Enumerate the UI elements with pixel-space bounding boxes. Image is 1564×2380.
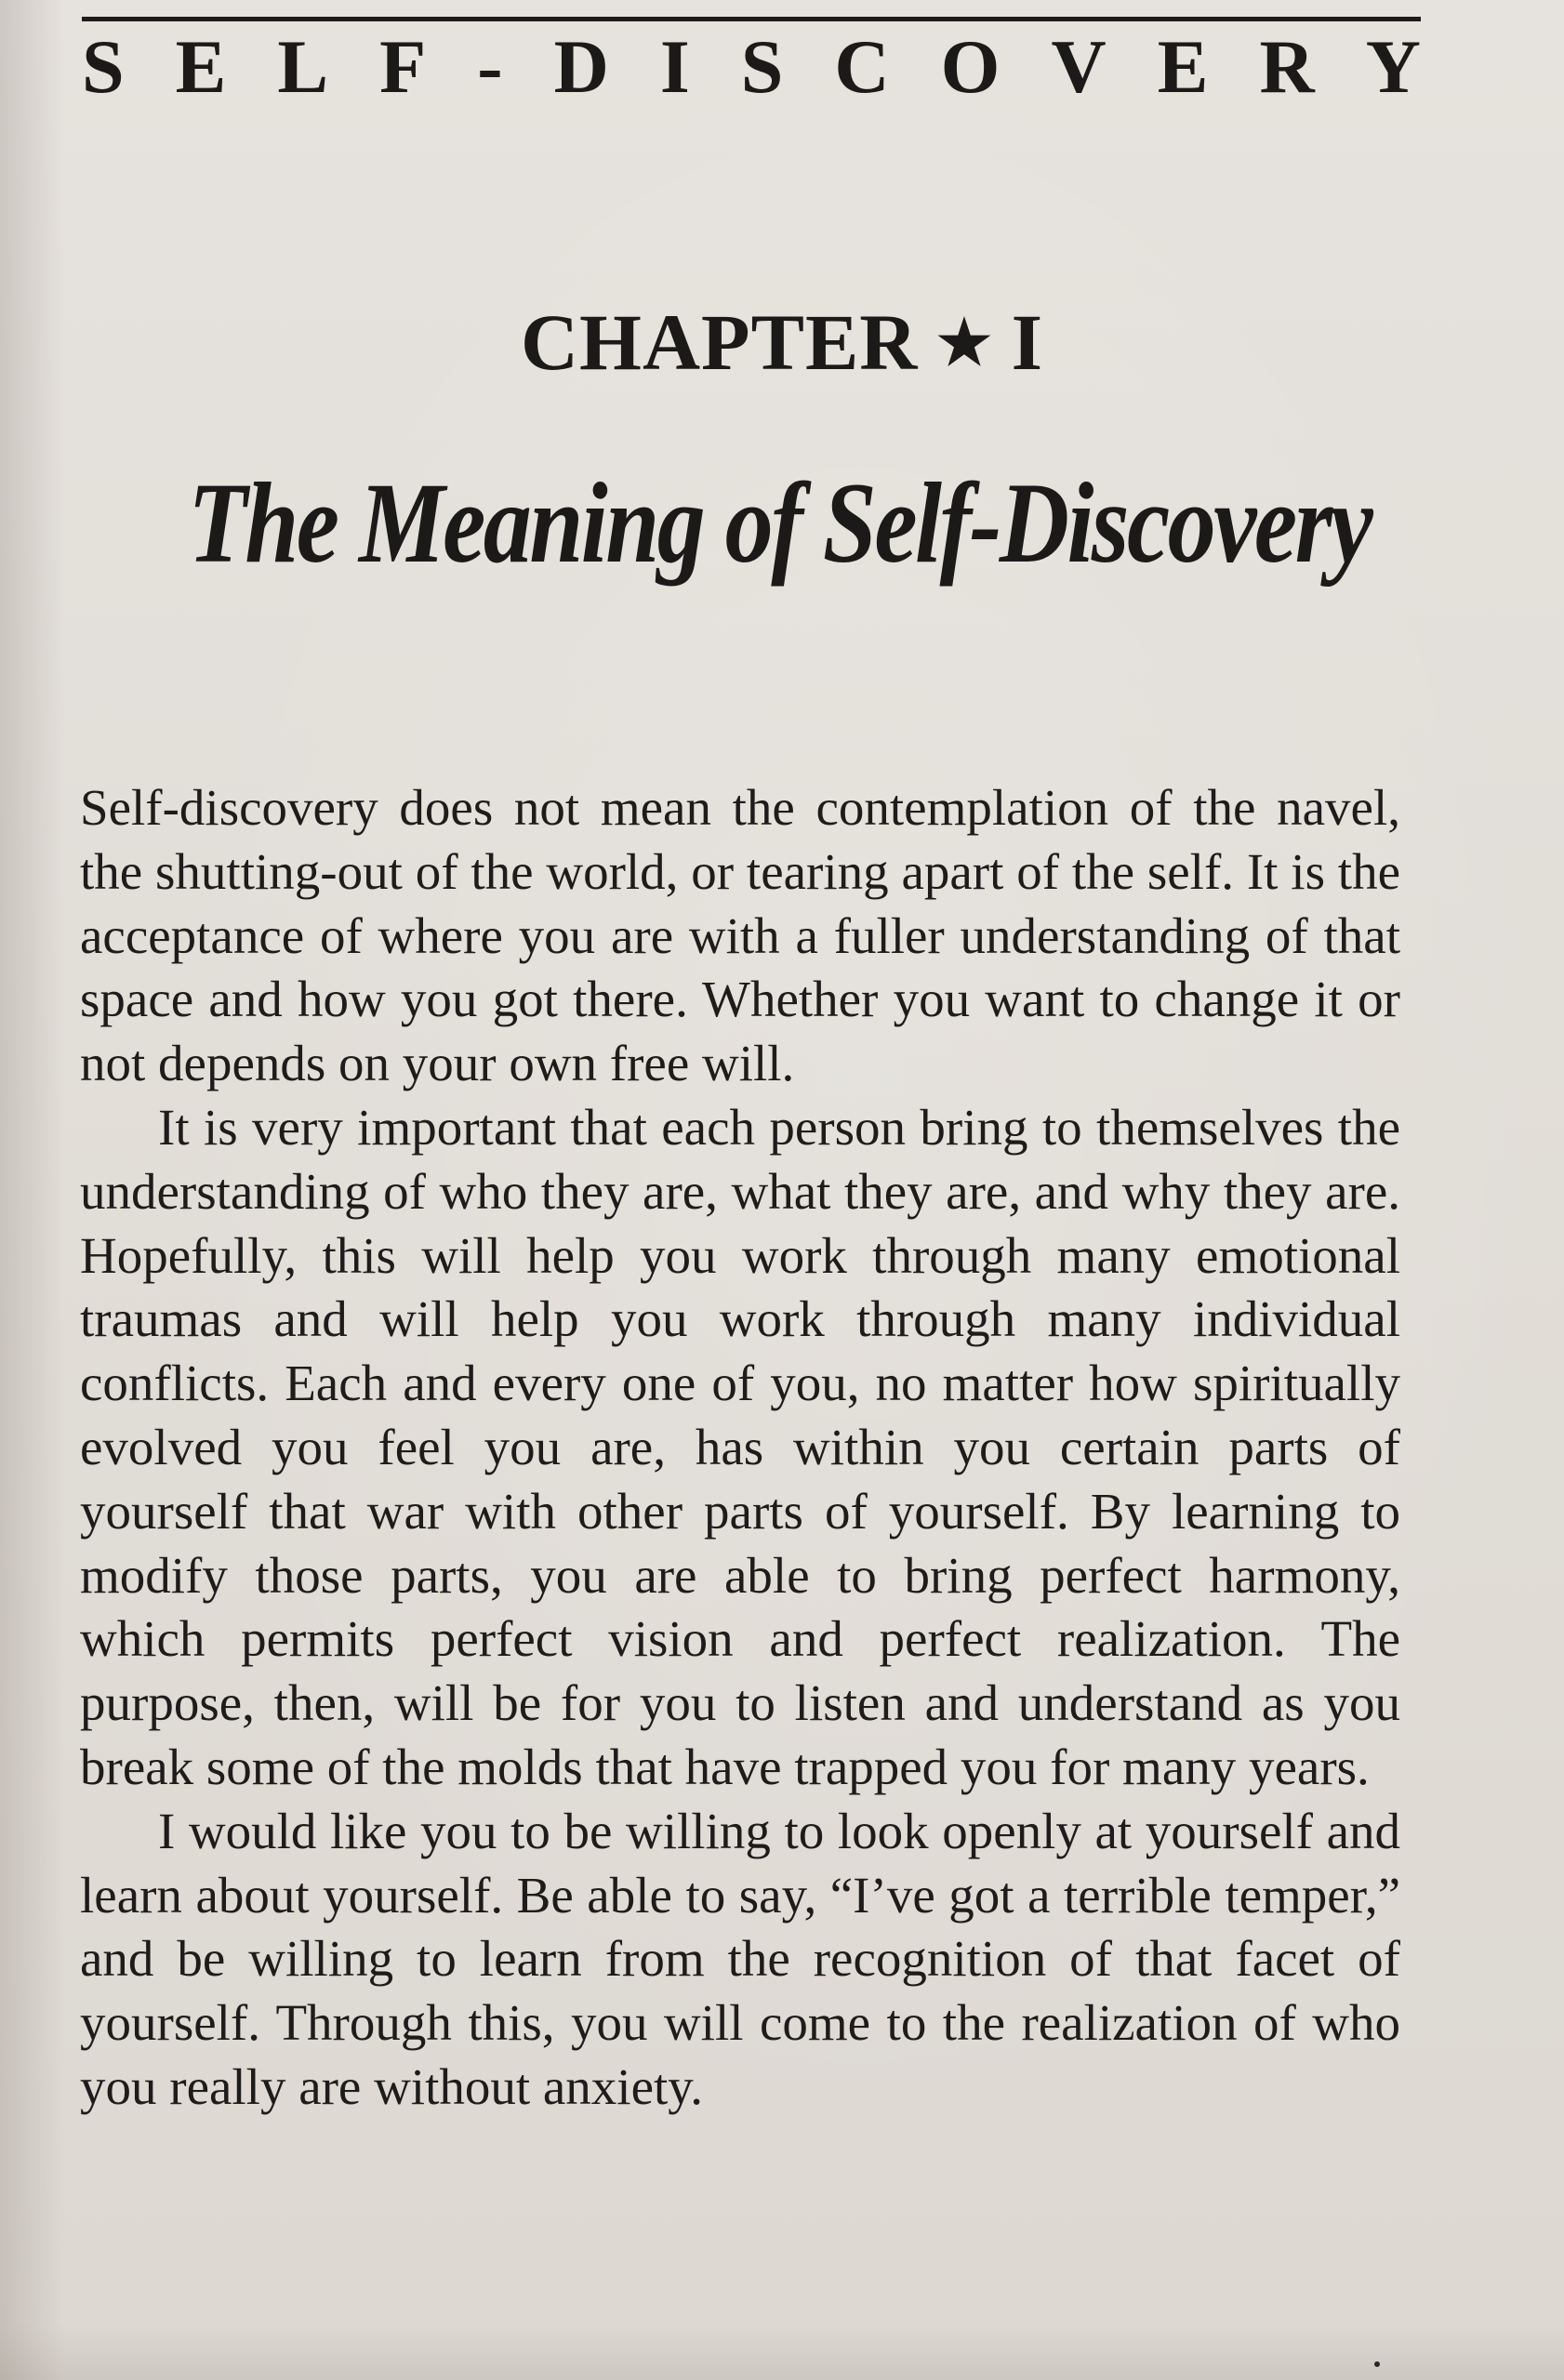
running-head-letter: L <box>277 24 329 109</box>
running-head-letter: - <box>477 24 503 109</box>
running-head-letter: V <box>1051 24 1107 109</box>
running-head <box>82 22 1421 112</box>
running-head-letter: F <box>379 24 427 109</box>
running-head-letter: S <box>82 24 125 109</box>
running-head-letter: Y <box>1365 24 1421 109</box>
star-icon: ★ <box>936 310 993 377</box>
running-head-letter: E <box>1157 24 1209 109</box>
header-rule <box>82 17 1421 21</box>
chapter-label <box>0 296 1564 390</box>
paragraph: Self-discovery does not mean the contemplation of the navel, the shutting-out of the world, or tearing apart of the self. It is the acceptance of where you are with a fuller understanding of that space and how you got there. Whether you want to change it or not depends on your own free will. <box>80 779 1400 1092</box>
chapter-numeral: I <box>1011 298 1044 387</box>
bottom-shadow <box>0 2324 1564 2380</box>
running-head-letter: D <box>553 24 609 109</box>
chapter-title: The Meaning of Self-Discovery <box>188 459 1372 587</box>
ink-speck <box>1374 2361 1380 2367</box>
running-head-letter: E <box>175 24 227 109</box>
running-head-letter: S <box>740 24 784 109</box>
paragraph: It is very important that each person bring to themselves the understanding of who they are, what they are, and why they are. Hopefully, this will help you work through many emotional traumas and will help you work through many individual conflicts. Each and every one of you, no matter how spiritually evolved you feel you are, has within you certain parts of yourself that war with other parts of yourself. By learning to modify those parts, you are able to bring perfect harmony, which permits perfect vision and perfect realization. The purpose, then, will be for you to listen and understand as you break some of the molds that have trapped you for many years. <box>80 1098 1400 1795</box>
running-head-letter: I <box>659 24 690 109</box>
body-text <box>80 776 1400 2120</box>
chapter-word: CHAPTER <box>520 298 919 387</box>
paragraph: I would like you to be willing to look openly at yourself and learn about yourself. Be able to say, “I’ve got a terrible temper,” and be willing to learn from the recognition of that facet of yourself. Through this, you will come to the realization of who you really are without anxiety. <box>80 1802 1400 2115</box>
running-head-letter: O <box>940 24 1001 109</box>
running-head-letter: C <box>834 24 890 109</box>
running-head-letter: R <box>1259 24 1315 109</box>
